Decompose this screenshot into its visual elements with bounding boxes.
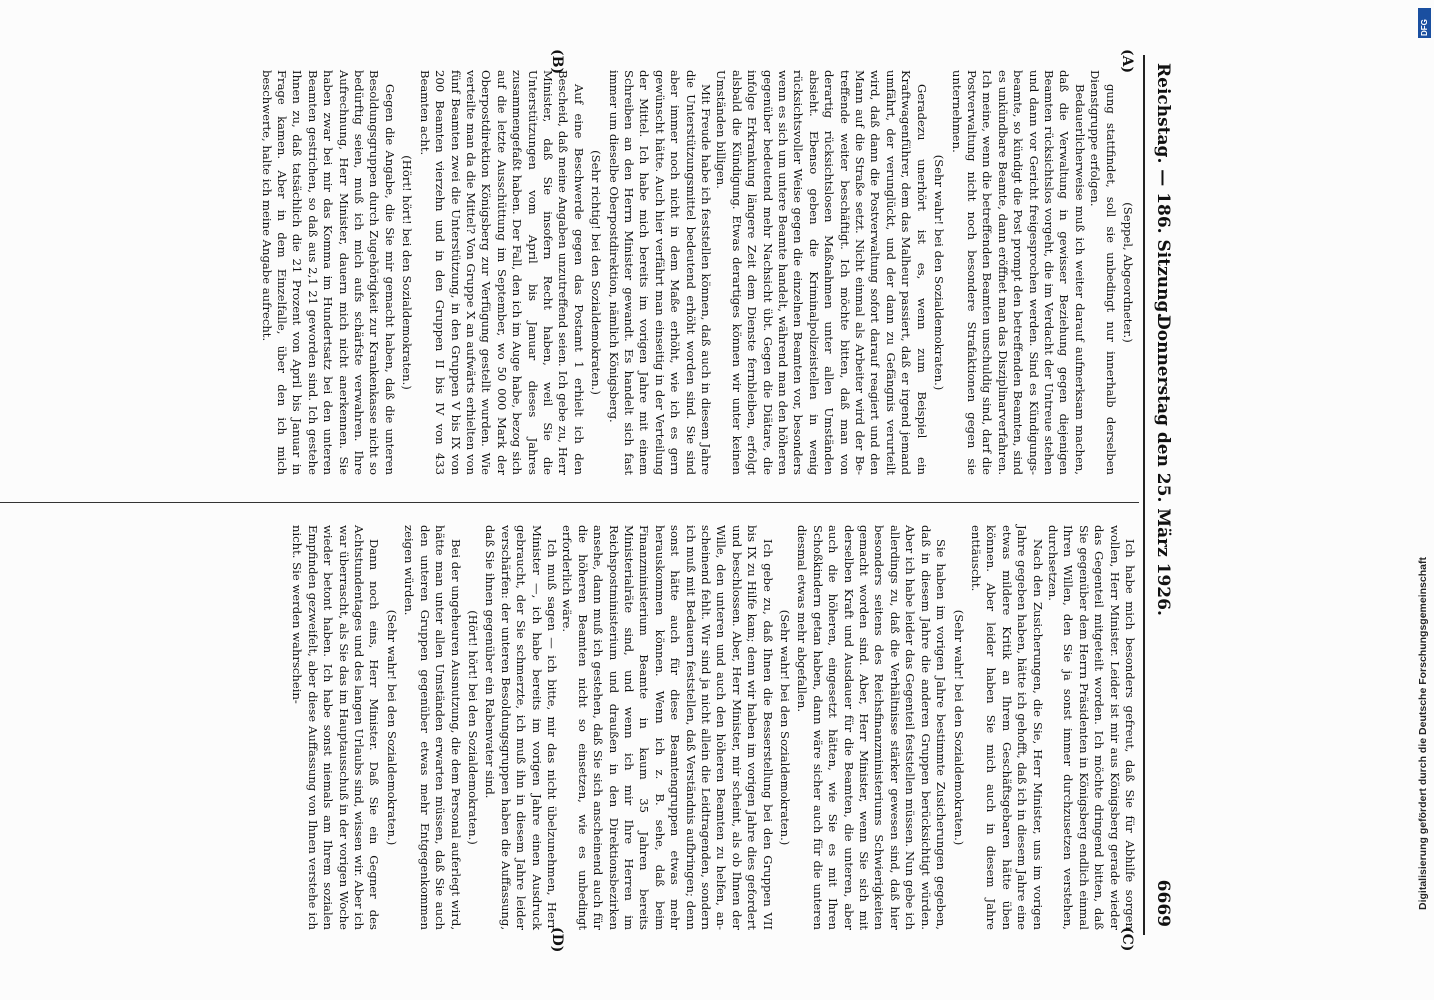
- paragraph: Geradezu unerhört ist es, wenn zum Beispiel ein Kraftwagenführer, dem das Malheur passiert, daß er irgend jemand umfährt, der verunglückt, und der dann zu Gefängnis verurteilt wird, daß dann die Postverwaltung sofort darauf reagiert und den Mann auf die Straße setzt. Nicht einmal als Arbeiter wird der Betreffende weiter beschäftigt. Ich möchte bitten, daß man von derartig rücksichtslosen Maßnahmen unter allen Umständen absieht. Ebenso geben die Kriminalpolizeistellen in wenig rücksichtsvoller Weise gegen die einzelnen Beamten vor, besonders wenn es sich um untere Beamte handelt, während man den höheren gegenüber bedeutend mehr Nachsicht übt. Gegen die Diätare, die infolge Erkrankung längere Zeit dem Dienste fernbleiben, erfolgt alsbald die Kündigung. Etwas derartiges können wir unter keinen Umständen billigen.: [714, 70, 929, 475]
- paragraph: Bedauerlicherweise muß ich weiter darauf aufmerksam machen, daß die Verwaltung in gewisser Beziehung gegen diejenigen Beamten rücksichtslos vorgeht, die im Verdacht der Untreue stehen und dann vor Gericht freigesprochen werden. Sind es Kündigungsbeamte, so kündigt die Post prompt den betreffenden Beamten, sind es unkündbare Beamte, dann eröffnet man das Disziplinarverfahren. Ich meine, wenn die betreffenden Beamten unschuldig sind, darf die Postverwaltung nicht noch besondere Strafaktionen gegen sie unternehmen.: [949, 70, 1087, 475]
- paragraph: Bei der ungeheuren Ausnutzung, die dem Personal auferlegt wird, hätte man unter allen Umständen erwarten müssen, daß Sie auch den unteren Gruppen gegenüber etwas mehr Entgegenkommen zeigen würden.: [402, 525, 463, 930]
- marker-d: (D): [549, 927, 565, 953]
- paragraph: Ich habe mich besonders gefreut, daß Sie für Abhilfe sorgen wollen, Herr Minister. Leider ist mir aus Königsberg gerade wieder das Gegenteil mitgeteilt worden. Ich möchte dringend bitten, daß Sie gegenüber dem Herrn Präsidenten in Königsberg endlich einmal Ihren Willen, den Sie ja sonst immer durchzusetzen verstehen, durchsetzen.: [1045, 525, 1137, 930]
- paragraph: Gegen die Angabe, die Sie mir gemacht haben, daß die unteren Besoldungsgruppen durch Zugehörigkeit zur Krankenkasse nicht so bedürftig seien, muß ich mich aufs schärfste verwahren. Ihre Aufrechnung, Herr Minister, dauern mich nicht anerkennen. Sie haben zwar bei mir das Komma im Hundertsatz bei den unteren Beamten gestrichen, so daß aus 2,1 21 geworden sind. Ich gestehe Ihnen zu, daß tatsächlich die 21 Prozent von April bis Januar in Frage kamen. Aber in dem Einzelfalle, über den ich mich beschwerte, halte ich meine Angabe aufrecht.: [259, 70, 397, 475]
- interjection: (Sehr wahr! bei den Sozialdemokraten.): [778, 609, 793, 846]
- paragraph: Ich muß sagen — ich bitte, mir das nicht übelzunehmen, Herr Minister —, ich habe bereits im vorigen Jahre einen Ausdruck gebraucht, der Sie schmerzte, ich muß ihn in diesem Jahre leider verschärfen: der unteren Besoldungsgruppen haben die Auffassung, daß Sie ihnen gegenüber ein Rabenvater sind.: [483, 525, 559, 930]
- paragraph: Dann noch eins, Herr Minister. Daß Sie ein Gegner des Achtstundentages und des langen Urlaubs sind, wissen wir. Aber ich war überrascht, als Sie das im Hauptausschuß in der vorigen Woche wieder betont haben. Ich habe sonst niemals am Ihrem sozialen Empfinden gezweifelt, aber diese Auffassung von Ihnen verstehe ich nicht. Sie werden wahrschein-: [290, 525, 382, 930]
- header-rule: [1143, 55, 1145, 935]
- paragraph: Auf eine Beschwerde gegen das Postamt 1 erhielt ich den Bescheid, daß meine Angaben unzutreffend seien. Ich gebe zu, Herr Minister, daß Sie insofern Recht haben, weil Sie die Unterstützungen vom April bis Januar dieses Jahres zusammengefaßt haben. Der Fall, den ich im Auge habe, bezog sich auf die letzte Ausschüttung im September, wo 50 000 Mark der Oberpostdirektion Königsberg zur Verfügung gestellt wurden. Wie verteilte man da die Mittel? Von Gruppe X an aufwärts erhielten von fünf Beamten zwei die Unterstützung, in den Gruppen V bis IX von 200 Beamten vierzehn und in den Gruppen II bis IV von 433 Beamten acht.: [417, 70, 586, 475]
- paragraph: Ich gebe zu, daß Ihnen die Besserstellung bei den Gruppen VII bis IX zu Hilfe kam; denn wir haben im vorigen Jahre dies gefordert und beschlossen. Aber, Herr Minister, mir scheint, als ob Ihnen der Wille, den unteren und auch den höheren Beamten zu helfen, anscheinend fehlt. Wir sind ja nicht allein die Leidtragenden, sondern ich muß mit Bedauern feststellen, daß Verständnis aufbringen; denn sonst hätte auch für diese Beamtengruppen etwas mehr herauskommen können. Wenn ich z. B. sehe, daß beim Finanzministerium Beamte in kaum 35 Jahren bereits Ministerialräte sind, und wenn ich mir Ihre Herren im Reichspostministerium und draußen in den Direktionsbezirken ansehe, dann muß ich gestehen, daß Sie sich anscheinend auch für die höheren Beamten nicht so einsetzen, wie es unbedingt erforderlich wäre.: [560, 525, 775, 930]
- interjection: (Hört! hört! bei den Sozialdemokraten.): [400, 155, 415, 390]
- right-text-column: [289, 525, 1137, 930]
- rotated-document-page: [0, 49, 1175, 953]
- marker-b: (B): [549, 49, 565, 75]
- header-session: Reichstag. — 186. Sitzung.: [1153, 63, 1173, 319]
- page-header: [1149, 55, 1175, 935]
- paragraph: gung stattfindet, soll sie unbedingt nur innerhalb derselben Dienstgruppe erfolgen.: [1088, 70, 1118, 475]
- interjection: (Sehr wahr! bei den Sozialdemokraten.): [932, 154, 947, 391]
- paragraph: Nach den Zusicherungen, die Sie, Herr Minister, uns im vorigen Jahre gegeben haben, hätte ich gehofft, daß ich in diesem Jahre eine etwas mildere Kritik an Ihrem Geschäftsgebaren hätte üben können. Aber leider haben Sie mich auch in diesem Jahre enttäuscht.: [968, 525, 1045, 930]
- interjection: (Sehr wahr! bei den Sozialdemokraten.): [951, 609, 966, 846]
- marker-c: (C): [1119, 927, 1135, 952]
- dfg-logo: DFG: [1418, 8, 1431, 38]
- header-date: Donnerstag den 25. März 1926.: [1153, 315, 1173, 616]
- paragraph: Mit Freude habe ich feststellen können, daß auch in diesem Jahre die Unterstützungsmittel bedeutend erhöht worden sind. Sie sind aber immer noch nicht in dem Maße erhöht, wie ich es gern gewünscht hätte. Auch hier verfährt man einseitig in der Verteilung der Mittel. Ich habe mich bereits im vorigen Jahre mit einem Schreiben an den Herrn Minister gewandt. Es handelt sich fast immer um dieselbe Oberpostdirektion, nämlich Königsberg.: [606, 70, 714, 475]
- column-divider: [0, 502, 1139, 503]
- interjection: (Sehr richtig! bei den Sozialdemokraten.): [589, 150, 604, 395]
- interjection: (Seppel, Abgeordneter.): [1121, 202, 1135, 343]
- page-number: 6669: [1153, 879, 1173, 927]
- marker-a: (A): [1119, 49, 1135, 74]
- interjection: (Hört! hört! bei den Sozialdemokraten.): [465, 610, 480, 845]
- paragraph: Sie haben im vorigen Jahre bestimmte Zusicherungen gegeben, daß in diesem Jahre die anderen Gruppen berücksichtigt würden. Aber ich habe leider das Gegenteil feststellen müssen. Nun gebe ich allerdings zu, daß die Verhältnisse stärker gewesen sind, daß hier besonders seitens des Reichsfinanzministeriums Schwierigkeiten gemacht worden sind. Aber, Herr Minister, wenn Sie sich mit derselben Kraft und Ausdauer für die Beamten, die unteren, aber auch die höheren, eingesetzt hätten, wie Sie es mit Ihren Schoßkindern getan haben, dann wäre sicher auch für die unteren diesmal etwas mehr abgefallen.: [795, 525, 949, 930]
- left-text-column: [258, 70, 1137, 475]
- digitization-note: Digitalisierung gefördert durch die Deutsche Forschungsgemeinschaft: [1417, 557, 1429, 910]
- interjection: (Sehr wahr! bei den Sozialdemokraten.): [384, 609, 399, 846]
